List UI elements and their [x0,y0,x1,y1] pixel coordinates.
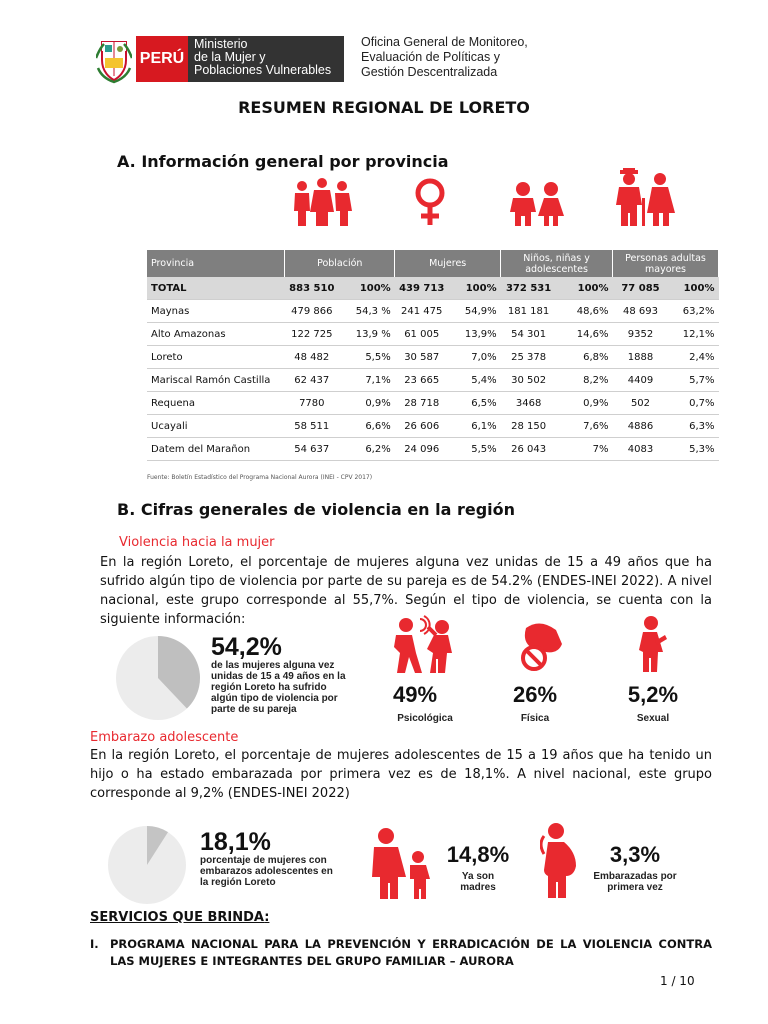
table-cell: 48,6% [557,300,613,323]
table-cell: 48 482 [285,346,339,369]
table-cell: 28 150 [501,415,557,438]
table-cell: 2,4% [668,346,718,369]
ministry-name: Ministerio de la Mujer y Poblaciones Vulnerables [188,36,344,82]
pregnant-woman-icon [540,822,584,900]
table-cell: 100% [449,277,501,300]
table-cell: 100% [339,277,395,300]
table-cell: 54 301 [501,323,557,346]
table-cell-province: Maynas [147,300,285,323]
table-cell: 7,0% [449,346,501,369]
elderly-couple-icon [614,168,676,228]
table-cell: 3468 [501,392,557,415]
section-b-heading: B. Cifras generales de violencia en la región [117,500,516,519]
table-cell: 7,1% [339,369,395,392]
table-cell: 24 096 [395,438,449,461]
table-cell: 479 866 [285,300,339,323]
pregnancy-subtitle: Embarazo adolescente [90,730,239,745]
section-a-heading: A. Información general por provincia [117,152,449,171]
stat-label: Física [520,713,550,724]
pregnancy-pie-chart [100,825,194,905]
table-cell: 4409 [613,369,669,392]
table-cell: 6,5% [449,392,501,415]
table-cell: 13,9% [449,323,501,346]
table-cell: 7780 [285,392,339,415]
female-symbol-icon [413,178,447,228]
table-cell: 5,3% [668,438,718,461]
table-cell: 54,9% [449,300,501,323]
table-cell: 7% [557,438,613,461]
table-source: Fuente: Boletín Estadístico del Programa Nacional Aurora (INEI - CPV 2017) [147,474,373,481]
pregnancy-paragraph: En la región Loreto, el porcentaje de mujeres adolescentes de 15 a 19 años que ha tenido un hijo o ha estado embarazada por primera vez es de 18,1%. A nivel nacional, este grupo corresponde al 9,2% (ENDES-INEI 2022) [90,748,712,801]
violence-big-value: 54,2% [211,633,282,661]
table-cell-province: Mariscal Ramón Castilla [147,369,285,392]
table-cell: 62 437 [285,369,339,392]
violence-paragraph: En la región Loreto, el porcentaje de mujeres alguna vez unidas de 15 a 49 años que ha sufrido algún tipo de violencia por parte de su pareja es de 54.2% (ENDES-INEI 2022). A nivel nacional, este grupo corresponde al 55,7%. Según el tipo de violencia, se cuenta con la siguiente información: [100,555,712,627]
stat-value: 3,3% [609,842,661,867]
sexual-violence-icon [635,615,669,673]
table-cell-province: Ucayali [147,415,285,438]
stat-label: Ya son madres [460,871,496,893]
table-cell: 5,5% [339,346,395,369]
office-name: Oficina General de Monitoreo, Evaluación de Políticas y Gestión Descentralizada [361,35,528,79]
table-cell: 26 043 [501,438,557,461]
table-cell: 6,2% [339,438,395,461]
table-cell: 54 637 [285,438,339,461]
table-row [147,438,719,461]
table-cell: 8,2% [557,369,613,392]
table-cell: 5,4% [449,369,501,392]
table-cell: 6,1% [449,415,501,438]
table-cell-province: Alto Amazonas [147,323,285,346]
stat-value: 14,8% [446,842,510,867]
violence-big-caption: de las mujeres alguna vez unidas de 15 a 49 años en la región Loreto ha sufrido algún tipo de violencia por parte de su pareja [211,660,346,715]
table-cell: 26 606 [395,415,449,438]
table-cell: 4083 [613,438,669,461]
table-cell: 77 085 [613,277,669,300]
table-cell-province: Loreto [147,346,285,369]
program-number: I. [90,937,99,951]
table-total-row [147,277,719,300]
stat-label: Embarazadas por primera vez [593,871,677,893]
table-cell: 30 502 [501,369,557,392]
table-cell: 28 718 [395,392,449,415]
table-cell: 54,3 % [339,300,395,323]
table-row [147,323,719,346]
table-cell: 6,8% [557,346,613,369]
table-cell-province: TOTAL [147,277,285,300]
table-cell: 241 475 [395,300,449,323]
program-title: PROGRAMA NACIONAL PARA LA PREVENCIÓN Y ERRADICACIÓN DE LA VIOLENCIA CONTRA LAS MUJERES E INTEGRANTES DEL GRUPO FAMILIAR – AURORA [110,937,712,968]
services-heading: SERVICIOS QUE BRINDA: [90,910,270,925]
pregnancy-big-value: 18,1% [200,828,271,856]
table-header: Población [285,250,395,277]
table-cell: 6,6% [339,415,395,438]
table-cell: 0,9% [557,392,613,415]
table-header: Personas adultas mayores [613,250,719,277]
page-title: RESUMEN REGIONAL DE LORETO [238,98,530,117]
table-row [147,346,719,369]
table-row [147,369,719,392]
table-cell: 122 725 [285,323,339,346]
table-cell: 100% [557,277,613,300]
table-cell: 58 511 [285,415,339,438]
table-cell: 48 693 [613,300,669,323]
table-cell: 100% [668,277,718,300]
table-cell: 61 005 [395,323,449,346]
program-item [90,936,712,970]
table-cell: 1888 [613,346,669,369]
table-cell: 23 665 [395,369,449,392]
table-header: Niños, niñas y adolescentes [501,250,613,277]
stat-label: Psicológica [397,713,453,724]
table-header: Provincia [147,250,285,277]
table-cell: 9352 [613,323,669,346]
family-group-icon [292,178,352,228]
coat-of-arms-icon [96,38,132,84]
table-cell: 5,5% [449,438,501,461]
violence-pie-chart [114,635,202,721]
table-cell: 7,6% [557,415,613,438]
table-cell: 14,6% [557,323,613,346]
table-row [147,415,719,438]
table-row [147,300,719,323]
table-cell: 25 378 [501,346,557,369]
children-icon [508,180,566,228]
violence-subtitle: Violencia hacia la mujer [119,535,275,550]
table-cell-province: Datem del Marañon [147,438,285,461]
table-cell: 63,2% [668,300,718,323]
table-cell: 6,3% [668,415,718,438]
pregnancy-big-caption: porcentaje de mujeres con embarazos adolescentes en la región Loreto [200,855,333,888]
stat-value: 5,2% [627,682,679,707]
table-cell: 0,7% [668,392,718,415]
table-cell: 181 181 [501,300,557,323]
psychological-violence-icon [386,615,458,675]
table-cell: 883 510 [285,277,339,300]
country-badge: PERÚ [136,36,188,82]
table-header: Mujeres [395,250,501,277]
table-header-row [147,250,719,277]
table-cell: 502 [613,392,669,415]
table-cell-province: Requena [147,392,285,415]
table-cell: 13,9 % [339,323,395,346]
page-number: 1 / 10 [660,974,695,988]
table-cell: 4886 [613,415,669,438]
province-table [147,250,719,461]
physical-violence-icon [516,620,568,672]
table-cell: 5,7% [668,369,718,392]
stat-value: 26% [512,682,558,707]
mother-child-icon [366,827,436,901]
table-row [147,392,719,415]
table-cell: 30 587 [395,346,449,369]
stat-label: Sexual [636,713,670,724]
table-cell: 439 713 [395,277,449,300]
table-cell: 372 531 [501,277,557,300]
stat-value: 49% [392,682,438,707]
table-cell: 12,1% [668,323,718,346]
table-cell: 0,9% [339,392,395,415]
